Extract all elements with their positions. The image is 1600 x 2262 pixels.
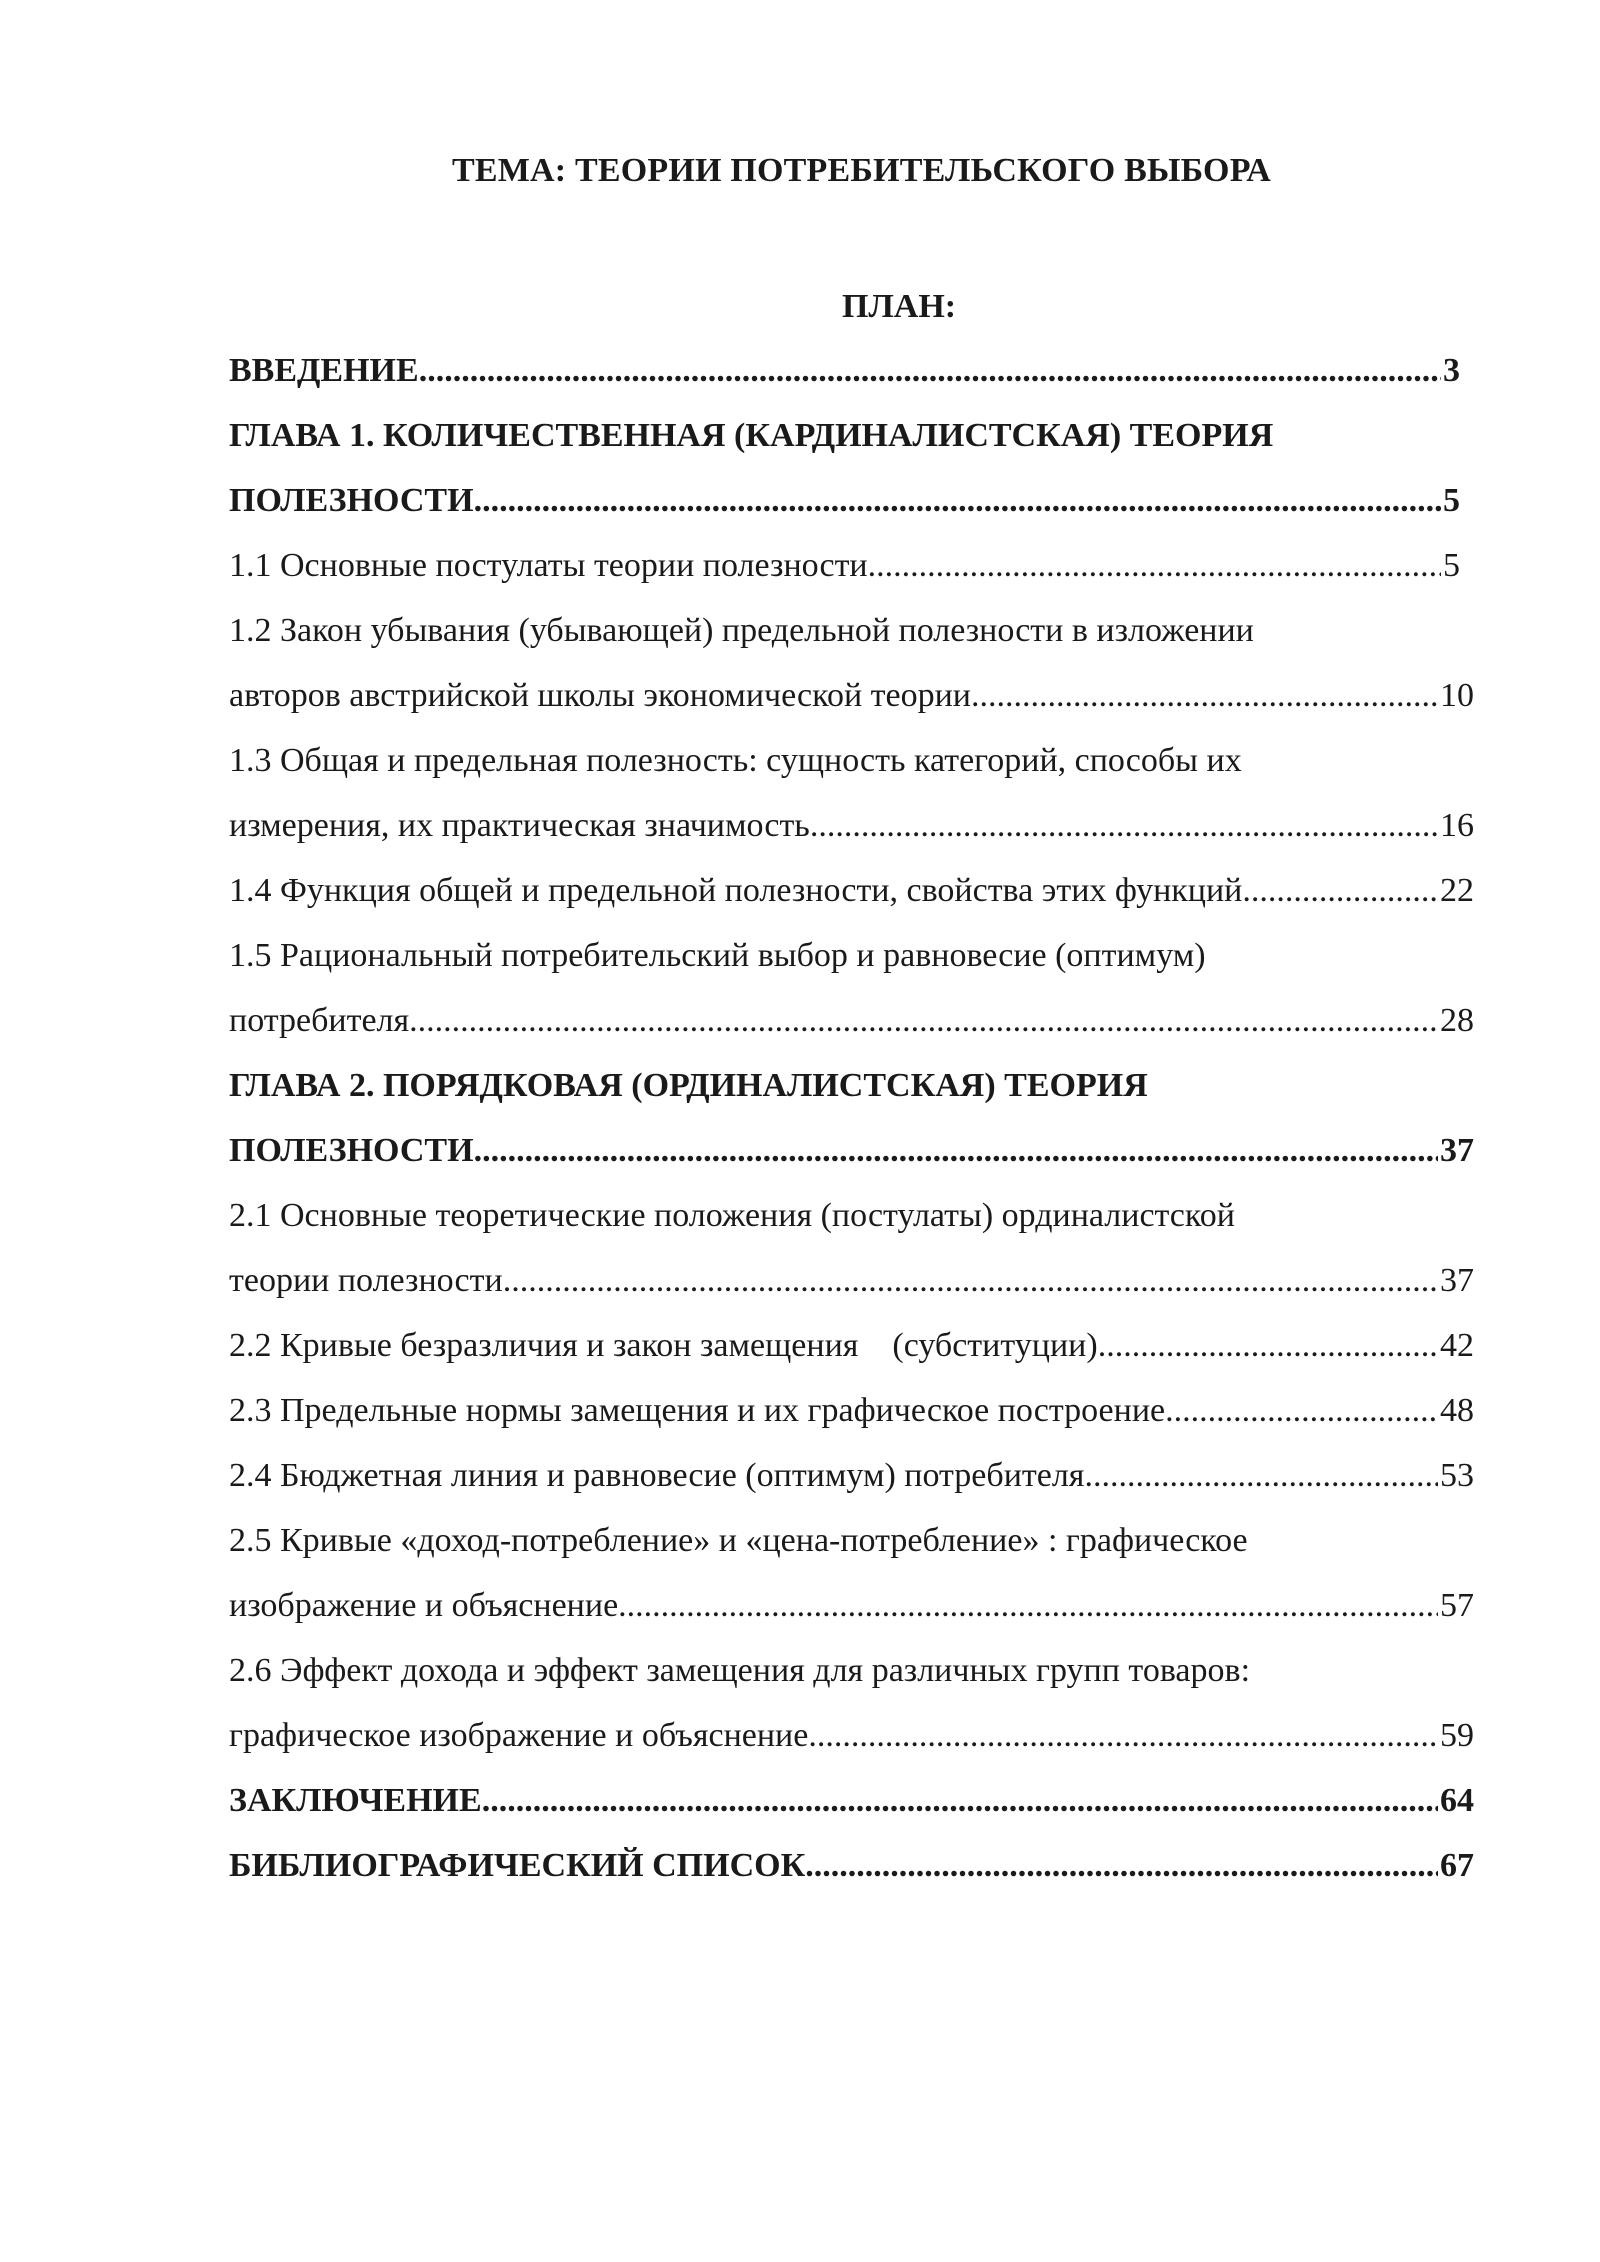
toc-entry-text: 1.2 Закон убывания (убывающей) предельной полезности в изложении bbox=[229, 612, 1254, 649]
toc-page-number: 42 bbox=[1440, 1327, 1474, 1364]
toc-entry-text: авторов австрийской школы экономической теории bbox=[229, 677, 971, 714]
toc-leader-dots bbox=[474, 468, 1441, 533]
toc-entry-text: потребителя bbox=[229, 1002, 410, 1039]
toc-leader-dots bbox=[805, 1833, 1438, 1898]
toc-page-number: 37 bbox=[1440, 1262, 1474, 1299]
table-of-contents bbox=[229, 338, 1474, 1898]
toc-page-number: 22 bbox=[1440, 872, 1474, 909]
toc-entry-text: 1.5 Рациональный потребительский выбор и равновесие (оптимум) bbox=[229, 937, 1206, 974]
toc-entry-text: 2.4 Бюджетная линия и равновесие (оптимум) потребителя bbox=[229, 1457, 1085, 1494]
toc-leader-dots bbox=[482, 1768, 1438, 1833]
toc-entry-1-3-cont bbox=[229, 793, 1474, 858]
toc-page-number: 57 bbox=[1440, 1587, 1474, 1624]
toc-leader-dots bbox=[1098, 1313, 1438, 1378]
toc-page-number: 64 bbox=[1440, 1782, 1474, 1819]
toc-page-number: 10 bbox=[1440, 677, 1474, 714]
toc-entry-text: измерения, их практическая значимость bbox=[229, 807, 810, 844]
toc-page-number: 5 bbox=[1443, 547, 1460, 584]
toc-page-number: 28 bbox=[1440, 1002, 1474, 1039]
toc-entry-text: теории полезности bbox=[229, 1262, 503, 1299]
toc-leader-dots bbox=[1165, 1378, 1438, 1443]
toc-entry-2-6-cont bbox=[229, 1703, 1474, 1768]
toc-entry-2-6 bbox=[229, 1638, 1474, 1703]
toc-entry-1-2-cont bbox=[229, 663, 1474, 728]
toc-entry-bibliography bbox=[229, 1833, 1474, 1898]
toc-entry-text: ГЛАВА 1. КОЛИЧЕСТВЕННАЯ (КАРДИНАЛИСТСКАЯ) ТЕОРИЯ bbox=[229, 417, 1274, 454]
toc-entry-text: 1.3 Общая и предельная полезность: сущность категорий, способы их bbox=[229, 742, 1242, 779]
toc-entry-chapter-2-cont bbox=[229, 1118, 1474, 1183]
toc-page-number: 37 bbox=[1440, 1132, 1474, 1169]
toc-entry-2-2 bbox=[229, 1313, 1474, 1378]
document-title: ТЕМА: ТЕОРИИ ПОТРЕБИТЕЛЬСКОГО ВЫБОРА bbox=[452, 152, 1272, 189]
toc-entry-text: ПОЛЕЗНОСТИ bbox=[229, 1132, 474, 1169]
toc-entry-text: 2.1 Основные теоретические положения (постулаты) ординалистской bbox=[229, 1197, 1235, 1234]
plan-heading: ПЛАН: bbox=[842, 288, 957, 325]
toc-page-number: 67 bbox=[1440, 1847, 1474, 1884]
toc-entry-2-1 bbox=[229, 1183, 1474, 1248]
toc-entry-1-3 bbox=[229, 728, 1474, 793]
toc-entry-introduction bbox=[229, 338, 1460, 403]
toc-entry-1-4 bbox=[229, 858, 1474, 923]
toc-page-number: 5 bbox=[1443, 482, 1460, 519]
toc-leader-dots bbox=[1084, 1443, 1438, 1508]
toc-entry-text: 2.6 Эффект дохода и эффект замещения для различных групп товаров: bbox=[229, 1652, 1251, 1689]
toc-entry-conclusion bbox=[229, 1768, 1474, 1833]
toc-leader-dots bbox=[618, 1573, 1438, 1638]
toc-entry-1-1 bbox=[229, 533, 1460, 598]
toc-entry-text: 2.3 Предельные нормы замещения и их графическое построение bbox=[229, 1392, 1166, 1429]
toc-entry-2-5-cont bbox=[229, 1573, 1474, 1638]
toc-entry-text: ПОЛЕЗНОСТИ bbox=[229, 482, 474, 519]
toc-leader-dots bbox=[868, 533, 1441, 598]
toc-entry-text: 1.4 Функция общей и предельной полезности, свойства этих функций bbox=[229, 872, 1243, 909]
toc-leader-dots bbox=[808, 1703, 1438, 1768]
toc-entry-text: графическое изображение и объяснение bbox=[229, 1717, 809, 1754]
toc-leader-dots bbox=[810, 793, 1438, 858]
toc-entry-2-1-cont bbox=[229, 1248, 1474, 1313]
toc-entry-2-5 bbox=[229, 1508, 1474, 1573]
toc-entry-text: БИБЛИОГРАФИЧЕСКИЙ СПИСОК bbox=[229, 1847, 806, 1884]
toc-page-number: 48 bbox=[1440, 1392, 1474, 1429]
toc-entry-text: 1.1 Основные постулаты теории полезности bbox=[229, 547, 868, 584]
toc-entry-text: ЗАКЛЮЧЕНИЕ bbox=[229, 1782, 482, 1819]
toc-entry-text: 2.5 Кривые «доход-потребление» и «цена-потребление» : графическое bbox=[229, 1522, 1248, 1559]
toc-entry-2-3 bbox=[229, 1378, 1474, 1443]
toc-entry-1-5 bbox=[229, 923, 1474, 988]
toc-entry-text: 2.2 Кривые безразличия и закон замещения (субституции) bbox=[229, 1327, 1098, 1364]
toc-page-number: 53 bbox=[1440, 1457, 1474, 1494]
toc-entry-chapter-1 bbox=[229, 403, 1474, 468]
toc-leader-dots bbox=[474, 1118, 1438, 1183]
toc-entry-chapter-2 bbox=[229, 1053, 1474, 1118]
toc-page-number: 3 bbox=[1443, 352, 1460, 389]
toc-leader-dots bbox=[409, 988, 1438, 1053]
toc-entry-text: ГЛАВА 2. ПОРЯДКОВАЯ (ОРДИНАЛИСТСКАЯ) ТЕОРИЯ bbox=[229, 1067, 1148, 1104]
toc-page-number: 59 bbox=[1440, 1717, 1474, 1754]
toc-entry-text: ВВЕДЕНИЕ bbox=[229, 352, 419, 389]
toc-entry-1-5-cont bbox=[229, 988, 1474, 1053]
toc-entry-2-4 bbox=[229, 1443, 1474, 1508]
toc-page-number: 16 bbox=[1440, 807, 1474, 844]
toc-leader-dots bbox=[419, 338, 1441, 403]
toc-entry-1-2 bbox=[229, 598, 1474, 663]
toc-leader-dots bbox=[1242, 858, 1438, 923]
toc-leader-dots bbox=[503, 1248, 1438, 1313]
toc-entry-text: изображение и объяснение bbox=[229, 1587, 619, 1624]
toc-entry-chapter-1-cont bbox=[229, 468, 1460, 533]
toc-leader-dots bbox=[971, 663, 1438, 728]
